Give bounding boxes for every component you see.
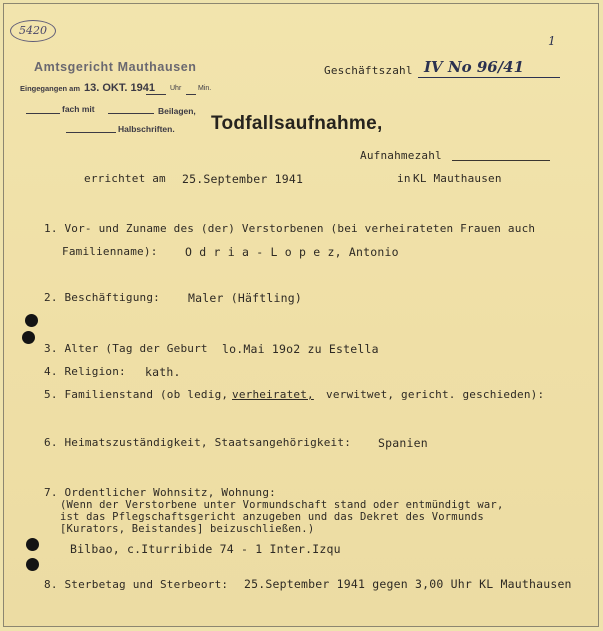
field-7-value: Bilbao, c.Iturribide 74 - 1 Inter.Izqu xyxy=(70,542,341,556)
corner-mark: 1 xyxy=(548,34,556,48)
stamp-uhr-line xyxy=(146,94,166,95)
stamp-beilagen-line xyxy=(108,113,154,114)
punch-hole xyxy=(26,558,39,571)
ref-value: IV No 96/41 xyxy=(424,58,525,76)
field-6-label: 6. Heimatszuständigkeit, Staatsangehörigkeit: xyxy=(44,436,352,449)
field-8-label: 8. Sterbetag und Sterbeort: xyxy=(44,578,229,591)
field-2-label: 2. Beschäftigung: xyxy=(44,291,160,304)
created-date: 25.September 1941 xyxy=(182,172,304,186)
field-6-value: Spanien xyxy=(378,436,428,450)
field-7-label: 7. Ordentlicher Wohnsitz, Wohnung: xyxy=(44,486,276,499)
field-5-underlined-option: verheiratet, xyxy=(232,388,314,401)
punch-hole xyxy=(26,538,39,551)
page-title: Todfallsaufnahme, xyxy=(211,113,383,134)
stamp-min: Min. xyxy=(198,85,212,92)
field-5-label-cont: verwitwet, gericht. geschieden): xyxy=(326,388,545,401)
field-4-label: 4. Religion: xyxy=(44,365,126,378)
field-7-note: [Kurators, Beistandes] beizuschließen.) xyxy=(60,523,315,535)
field-2-value: Maler (Häftling) xyxy=(188,291,302,305)
stamp-beilagen: Beilagen, xyxy=(158,106,196,116)
ref-underline xyxy=(418,77,560,78)
field-8-value: 25.September 1941 gegen 3,00 Uhr KL Mauthausen xyxy=(244,577,572,591)
stamp-office: Amtsgericht Mauthausen xyxy=(34,60,197,74)
field-1-label: 1. Vor- und Zuname des (der) Verstorbenen (bei verheirateten Frauen auch xyxy=(44,222,536,235)
stamp-min-line xyxy=(186,94,196,95)
field-3-label: 3. Alter (Tag der Geburt xyxy=(44,342,208,355)
stamp-received-label: Eingegangen am xyxy=(20,84,81,93)
ref-label: Geschäftszahl xyxy=(324,64,413,77)
stamp-uhr: Uhr xyxy=(170,85,182,92)
field-5-label: 5. Familienstand (ob ledig, xyxy=(44,388,229,401)
folio-number: 5420 xyxy=(10,20,56,42)
field-7-note: ist das Pflegschaftsgericht anzugeben und das Dekret des Vormunds xyxy=(60,511,484,523)
created-place: KL Mauthausen xyxy=(413,172,502,185)
stamp-fach: fach mit xyxy=(62,104,95,114)
stamp-halbschriften: Halbschriften. xyxy=(118,124,175,134)
punch-hole xyxy=(22,331,35,344)
punch-hole xyxy=(25,314,38,327)
created-in-label: in xyxy=(397,172,411,185)
field-1-value: O d r i a - L o p e z, Antonio xyxy=(185,245,399,259)
stamp-received-date: 13. OKT. 1941 xyxy=(84,82,155,94)
intake-line xyxy=(452,160,550,161)
stamp-halbschriften-line xyxy=(66,132,116,133)
stamp-fach-line xyxy=(26,113,60,114)
field-1-label-cont: Familienname): xyxy=(62,245,158,258)
created-label: errichtet am xyxy=(84,172,166,185)
intake-label: Aufnahmezahl xyxy=(360,149,442,162)
field-3-value: lo.Mai 19o2 zu Estella xyxy=(222,342,379,356)
field-7-note: (Wenn der Verstorbene unter Vormundschaft stand oder entmündigt war, xyxy=(60,499,504,511)
field-4-value: kath. xyxy=(145,365,181,379)
